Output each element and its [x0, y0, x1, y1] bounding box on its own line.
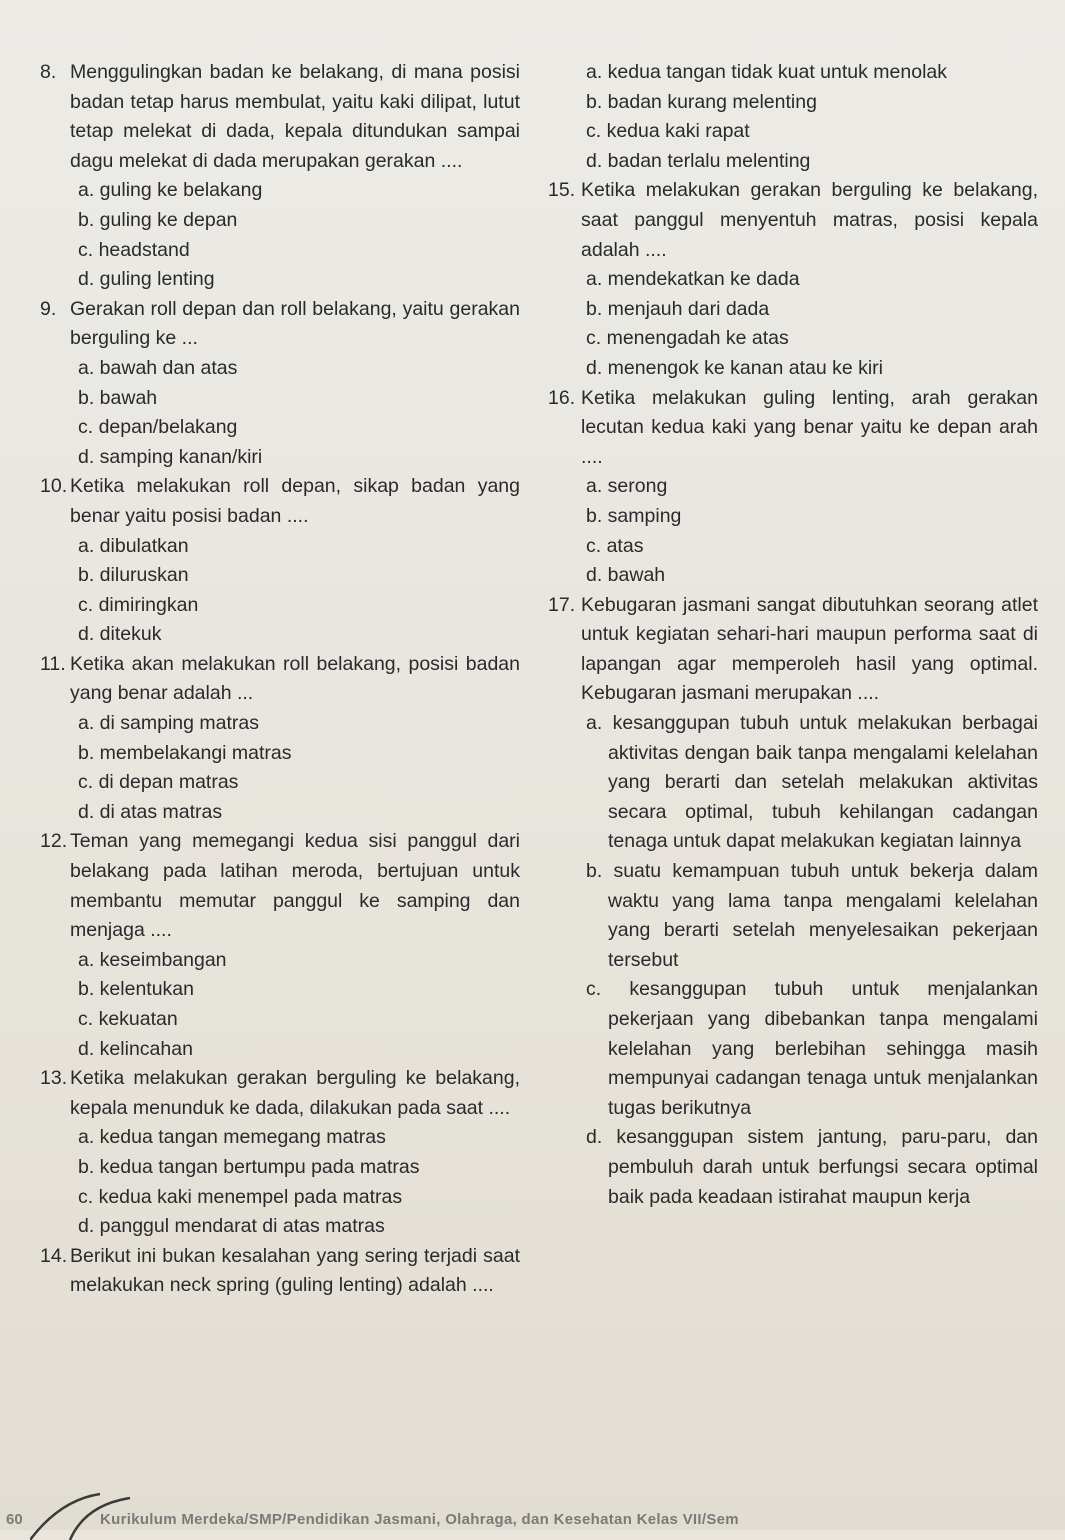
question-11: [40, 650, 520, 709]
question-8: [40, 58, 520, 176]
option: d. panggul mendarat di atas matras: [78, 1215, 385, 1238]
question-number: 15.: [548, 179, 576, 202]
question-12: [40, 827, 520, 945]
option: a. kesanggupan tubuh untuk melakukan berbagai aktivitas dengan baik tanpa mengalami kelelahan yang berarti dan setelah melakukan aktivitas secara optimal, tubuh kehilangan cadangan tenaga untuk dapat melakukan kegiatan lainnya: [586, 712, 1038, 853]
question-stem: Ketika melakukan roll depan, sikap badan yang benar yaitu posisi badan ....: [70, 475, 520, 527]
option: c. kedua kaki rapat: [586, 120, 750, 143]
option: d. kelincahan: [78, 1037, 193, 1060]
option: c. headstand: [78, 238, 190, 261]
question-number: 14.: [40, 1244, 68, 1267]
question-14: [40, 1242, 520, 1301]
question-number: 8.: [40, 61, 57, 83]
option: c. kesanggupan tubuh untuk menjalankan pekerjaan yang dibebankan tanpa mengalami kelelahan yang berlebihan sehingga masih mempunyai cadangan tenaga untuk menjalankan tugas berikutnya: [586, 978, 1038, 1119]
question-17: [548, 591, 1038, 709]
question-stem: Ketika melakukan gerakan berguling ke belakang, saat panggul menyentuh matras, posisi kepala adalah ....: [581, 179, 1038, 261]
option: a. dibulatkan: [78, 534, 189, 557]
question-number: 17.: [548, 593, 576, 616]
option: d. kesanggupan sistem jantung, paru-paru, dan pembuluh darah untuk berfungsi secara optimal baik pada keadaan istirahat maupun kerja: [586, 1126, 1038, 1208]
option: b. kelentukan: [78, 978, 195, 1001]
question-10: [40, 472, 520, 531]
question-number: 13.: [40, 1067, 68, 1090]
question-13: [40, 1064, 520, 1123]
question-stem: Ketika akan melakukan roll belakang, posisi badan yang benar adalah ...: [70, 652, 520, 705]
option: a. di samping matras: [78, 712, 259, 735]
option: a. mendekatkan ke dada: [586, 268, 800, 291]
option: d. menengok ke kanan atau ke kiri: [586, 356, 884, 379]
question-stem: Menggulingkan badan ke belakang, di mana posisi badan tetap harus membulat, yaitu kaki dilipat, lutut tetap melekat di dada, kepala ditundukan sampai dagu melekat di dada merupakan gerakan ....: [70, 61, 520, 172]
option: b. bawah: [78, 386, 158, 409]
option: a. bawah dan atas: [78, 356, 238, 379]
option: b. membelakangi matras: [78, 741, 292, 764]
option: d. badan terlalu melenting: [586, 149, 811, 172]
option: d. bawah: [586, 564, 666, 587]
question-number: 16.: [548, 386, 576, 409]
question-number: 9.: [40, 297, 57, 320]
option: a. kedua tangan memegang matras: [78, 1126, 386, 1149]
page-number: 60: [6, 1511, 23, 1528]
right-column: [548, 58, 1038, 1212]
option: b. kedua tangan bertumpu pada matras: [78, 1155, 420, 1178]
option: b. samping: [586, 504, 682, 527]
option: c. dimiringkan: [78, 593, 199, 616]
question-16: [548, 384, 1038, 473]
question-stem: Gerakan roll depan dan roll belakang, yaitu gerakan berguling ke ...: [70, 297, 520, 350]
question-stem: Berikut ini bukan kesalahan yang sering terjadi saat melakukan neck spring (guling lenting) adalah ....: [70, 1244, 520, 1297]
option: d. guling lenting: [78, 268, 215, 291]
option: c. depan/belakang: [78, 416, 238, 439]
option: b. guling ke depan: [78, 208, 238, 231]
option: a. guling ke belakang: [78, 179, 263, 202]
option: d. ditekuk: [78, 623, 162, 646]
question-stem: Ketika melakukan guling lenting, arah gerakan lecutan kedua kaki yang benar yaitu ke depan arah ....: [581, 386, 1038, 468]
option: c. menengadah ke atas: [586, 327, 789, 350]
option: b. menjauh dari dada: [586, 297, 770, 320]
option: a. keseimbangan: [78, 948, 227, 971]
question-stem: Teman yang memegangi kedua sisi panggul dari belakang pada latihan meroda, bertujuan untuk membantu memutar panggul ke samping dan menjaga ....: [70, 830, 520, 942]
option: d. samping kanan/kiri: [78, 445, 263, 468]
question-number: 12.: [40, 830, 68, 853]
option: c. atas: [586, 534, 644, 557]
question-15: [548, 176, 1038, 265]
option: a. kedua tangan tidak kuat untuk menolak: [586, 61, 947, 83]
option: b. badan kurang melenting: [586, 90, 817, 113]
footer-title: Kurikulum Merdeka/SMP/Pendidikan Jasmani, Olahraga, dan Kesehatan Kelas VII/Sem: [100, 1511, 739, 1528]
question-9: [40, 295, 520, 354]
question-number: 10.: [40, 475, 68, 498]
question-number: 11.: [40, 652, 66, 675]
left-column: [40, 58, 520, 1301]
option: b. diluruskan: [78, 564, 189, 587]
page-footer: [0, 1505, 1065, 1530]
option: c. kedua kaki menempel pada matras: [78, 1185, 403, 1208]
question-stem: Kebugaran jasmani sangat dibutuhkan seorang atlet untuk kegiatan sehari-hari maupun performa saat di lapangan agar memperoleh hasil yang optimal. Kebugaran jasmani merupakan ....: [581, 593, 1038, 705]
option: d. di atas matras: [78, 800, 223, 823]
option: c. kekuatan: [78, 1008, 178, 1030]
option: c. di depan matras: [78, 771, 239, 794]
option: a. serong: [586, 475, 668, 498]
option: b. suatu kemampuan tubuh untuk bekerja dalam waktu yang lama tanpa mengalami kelelahan yang berarti setelah menyelesaikan pekerjaan tersebut: [586, 860, 1038, 971]
question-stem: Ketika melakukan gerakan berguling ke belakang, kepala menunduk ke dada, dilakukan pada saat ....: [70, 1067, 520, 1119]
